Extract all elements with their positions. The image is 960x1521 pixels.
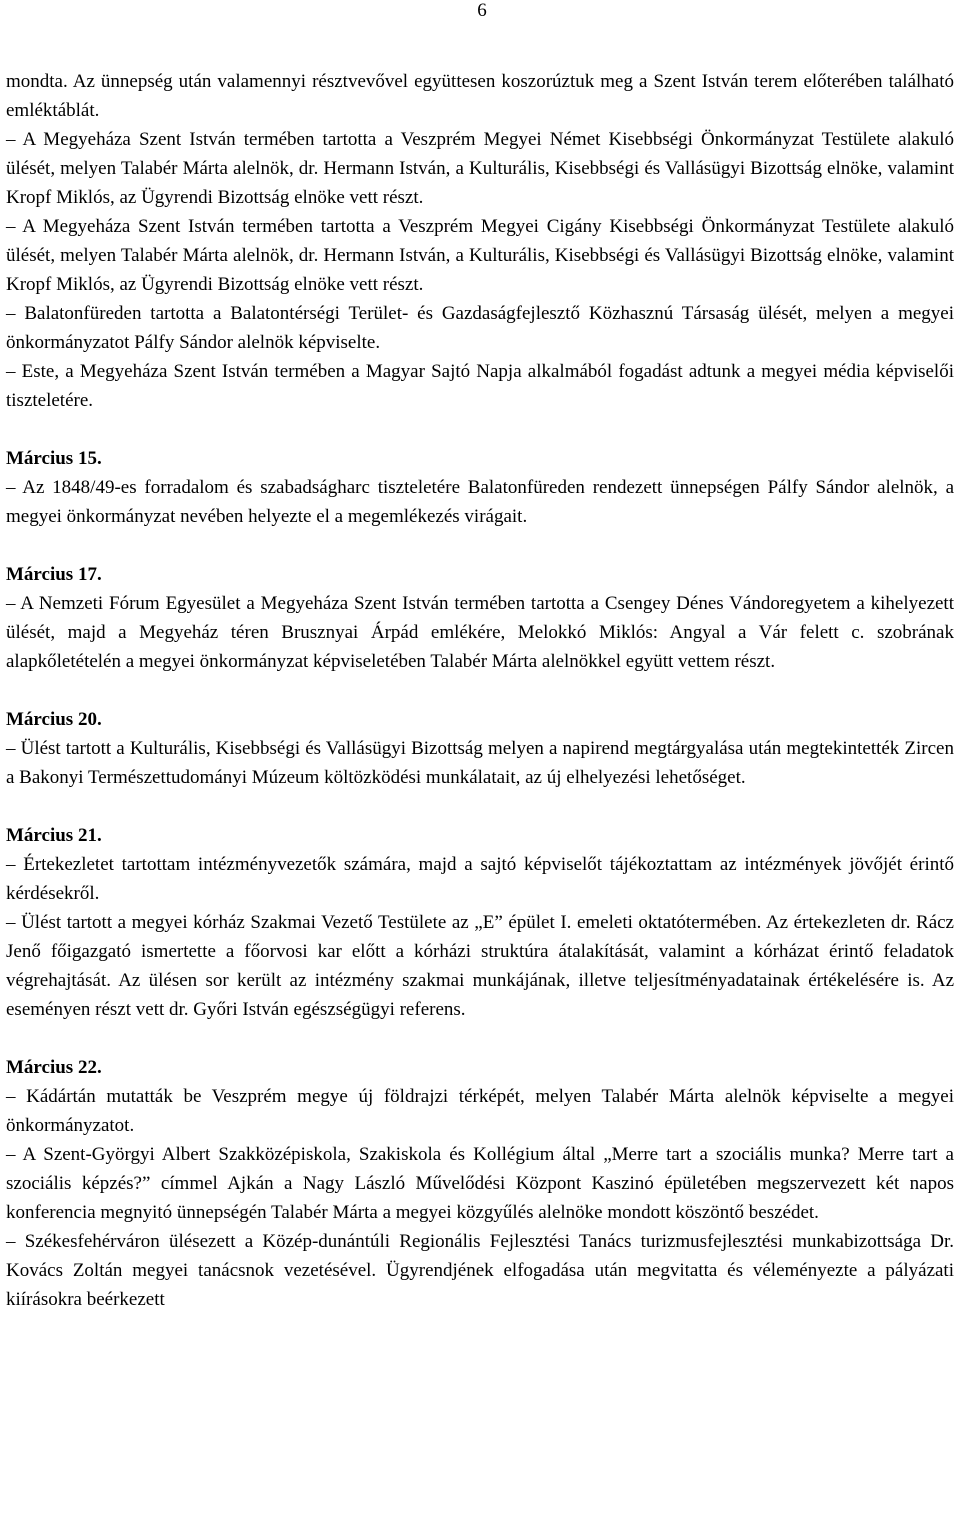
date-heading: Március 17.	[6, 564, 102, 585]
paragraph: – Balatonfüreden tartotta a Balatontérségi Terület- és Gazdaságfejlesztő Közhasznú Társaság ülését, melyen a megyei önkormányzatot Pálfy Sándor alelnök képviselte.	[6, 303, 954, 353]
date-heading: Március 21.	[6, 825, 102, 846]
paragraph: – Székesfehérváron ülésezett a Közép-dunántúli Regionális Fejlesztési Tanács turizmusfejlesztési munkabizottsága Dr. Kovács Zoltán megyei tanácsnok vezetésével. Ügyrendjének elfogadása után megvitatta és véleményezte a pályázati kiírásokra beérkezett	[6, 1231, 954, 1310]
section-marcius-21	[6, 821, 954, 1024]
paragraph: – Az 1848/49-es forradalom és szabadságharc tiszteletére Balatonfüreden rendezett ünnepségen Pálfy Sándor alelnök, a megyei önkormányzat nevében helyezte el a megemlékezés virágait.	[6, 477, 954, 527]
paragraph: – A Szent-Györgyi Albert Szakközépiskola, Szakiskola és Kollégium által „Merre tart a szociális munka? Merre tart a szociális képzés?” címmel Ajkán a Nagy László Művelődési Központ Kaszinó épületében megszervezett két napos konferencia megnyitó ünnepségén Talabér Márta a megyei közgyűlés alelnöke mondott köszöntő beszédet.	[6, 1144, 954, 1223]
section-marcius-20	[6, 705, 954, 792]
section-marcius-17	[6, 560, 954, 676]
section-intro	[6, 67, 954, 415]
section-marcius-15	[6, 444, 954, 531]
paragraph: – Értekezletet tartottam intézményvezetők számára, majd a sajtó képviselőt tájékoztattam az intézmények jövőjét érintő kérdésekről.	[6, 854, 954, 904]
date-heading: Március 20.	[6, 709, 102, 730]
page-number: 6	[477, 0, 487, 21]
paragraph: – A Megyeháza Szent István termében tartotta a Veszprém Megyei Német Kisebbségi Önkormányzat Testülete alakuló ülését, melyen Talabér Márta alelnök, dr. Hermann István, a Kulturális, Kisebbségi és Vallásügyi Bizottság elnöke, valamint Kropf Miklós, az Ügyrendi Bizottság elnöke vett részt.	[6, 129, 954, 208]
paragraph: mondta. Az ünnepség után valamennyi résztvevővel együttesen koszorúztuk meg a Szent István terem előterében található emléktáblát.	[6, 71, 954, 121]
document-body	[6, 67, 954, 1314]
paragraph: – Ülést tartott a megyei kórház Szakmai Vezető Testülete az „E” épület I. emeleti oktatótermében. Az értekezleten dr. Rácz Jenő főigazgató ismertette a főorvosi kar előtt a kórházi struktúra átalakítását, valamint a kórházat érintő feladatok végrehajtását. Az ülésen sor került az intézmény szakmai munkájának, illetve teljesítményadatainak értékelésére is. Az eseményen részt vett dr. Győri István egészségügyi referens.	[6, 912, 954, 1020]
section-marcius-22	[6, 1053, 954, 1314]
paragraph: – A Nemzeti Fórum Egyesület a Megyeháza Szent István termében tartotta a Csengey Dénes Vándoregyetem a kihelyezett ülését, majd a Megyeház téren Brusznyai Árpád emlékére, Melokkó Miklós: Angyal a Vár felett c. szobrának alapkőletételén a megyei önkormányzat képviseletében Talabér Márta alelnökkel együtt vettem részt.	[6, 593, 954, 672]
paragraph: – Ülést tartott a Kulturális, Kisebbségi és Vallásügyi Bizottság melyen a napirend megtárgyalása után megtekintették Zircen a Bakonyi Természettudományi Múzeum költözködési munkálatait, az új elhelyezési lehetőséget.	[6, 738, 954, 788]
date-heading: Március 15.	[6, 448, 102, 469]
paragraph: – A Megyeháza Szent István termében tartotta a Veszprém Megyei Cigány Kisebbségi Önkormányzat Testülete alakuló ülését, melyen Talabér Márta alelnök, dr. Hermann István, a Kulturális, Kisebbségi és Vallásügyi Bizottság elnöke, valamint Kropf Miklós, az Ügyrendi Bizottság elnöke vett részt.	[6, 216, 954, 295]
date-heading: Március 22.	[6, 1057, 102, 1078]
paragraph: – Este, a Megyeháza Szent István termében a Magyar Sajtó Napja alkalmából fogadást adtunk a megyei média képviselői tiszteletére.	[6, 361, 954, 411]
paragraph: – Kádártán mutatták be Veszprém megye új földrajzi térképét, melyen Talabér Márta alelnök képviselte a megyei önkormányzatot.	[6, 1086, 954, 1136]
